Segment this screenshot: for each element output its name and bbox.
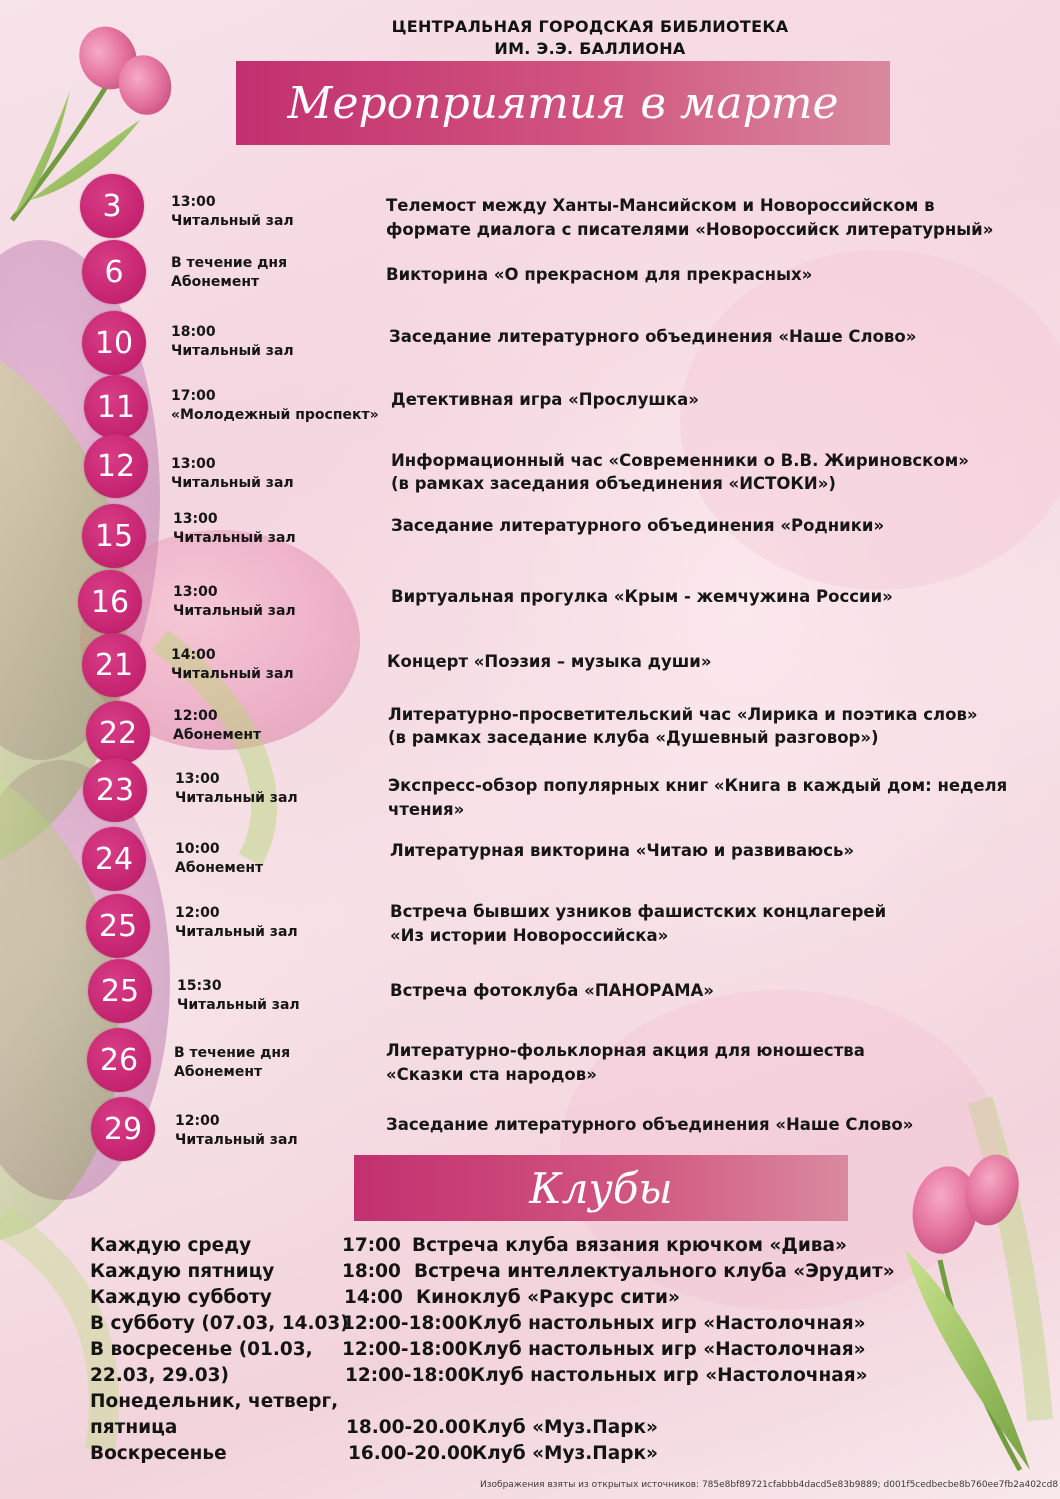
event-title-line2: (в рамках заседания объединения «ИСТОКИ») bbox=[391, 474, 836, 493]
club-row bbox=[90, 1417, 930, 1443]
date-badge: 15 bbox=[82, 504, 146, 568]
event-place: Абонемент bbox=[174, 1064, 263, 1080]
event-title-line1: Викторина «О прекрасном для прекрасных» bbox=[386, 265, 813, 284]
event-time: 12:00 bbox=[175, 905, 220, 921]
event-title-line1: Заседание литературного объединения «Наше Слово» bbox=[386, 1115, 914, 1134]
club-name: Клуб настольных игр «Настолочная» bbox=[468, 1313, 866, 1334]
club-time: 18:00 bbox=[342, 1261, 401, 1282]
date-badge: 25 bbox=[86, 894, 150, 958]
event-row bbox=[0, 959, 1060, 1021]
event-title-line1: Телемост между Ханты-Мансийском и Новороссийском в bbox=[386, 196, 935, 215]
event-title-line1: Литературно-просветительский час «Лирика и поэтика слов» bbox=[388, 705, 978, 724]
event-title-line1: Заседание литературного объединения «Наше Слово» bbox=[389, 327, 917, 346]
club-name: Встреча интеллектуального клуба «Эрудит» bbox=[414, 1261, 895, 1282]
club-name: Клуб настольных игр «Настолочная» bbox=[470, 1365, 868, 1386]
event-row bbox=[0, 1028, 1060, 1090]
event-time: 14:00 bbox=[171, 647, 216, 663]
image-credits: Изображения взяты из открытых источников: 785e8bf89721cfabbb4dacd5e83b9889; d001f5cedbecbe8b760ee7fb2a402cd8 bbox=[480, 1480, 1059, 1490]
club-time: 12:00-18:00 bbox=[345, 1365, 471, 1386]
club-row bbox=[90, 1391, 930, 1417]
club-when: Каждую среду bbox=[90, 1235, 252, 1256]
event-time: 18:00 bbox=[171, 324, 216, 340]
club-name: Встреча клуба вязания крючком «Дива» bbox=[412, 1235, 847, 1256]
event-place: Читальный зал bbox=[171, 666, 294, 682]
event-row bbox=[0, 1097, 1060, 1159]
date-badge: 11 bbox=[84, 375, 148, 439]
event-time: 13:00 bbox=[175, 771, 220, 787]
event-time: 12:00 bbox=[173, 708, 218, 724]
club-name: Киноклуб «Ракурс сити» bbox=[416, 1287, 680, 1308]
event-row bbox=[0, 758, 1060, 820]
event-place: Читальный зал bbox=[175, 924, 298, 940]
event-title-line2: чтения» bbox=[388, 800, 465, 819]
club-when: Каждую пятницу bbox=[90, 1261, 275, 1282]
club-time: 17:00 bbox=[342, 1235, 401, 1256]
date-badge: 16 bbox=[78, 570, 142, 634]
event-row bbox=[0, 570, 1060, 632]
club-when: 22.03, 29.03) bbox=[90, 1365, 229, 1386]
club-name: Клуб «Муз.Парк» bbox=[472, 1443, 659, 1464]
event-time: 17:00 bbox=[171, 388, 216, 404]
event-place: Абонемент bbox=[175, 860, 264, 876]
library-name-line1: ЦЕНТРАЛЬНАЯ ГОРОДСКАЯ БИБЛИОТЕКА bbox=[391, 17, 789, 36]
club-when: Каждую субботу bbox=[90, 1287, 272, 1308]
event-row bbox=[0, 311, 1060, 373]
club-when: В восресенье (01.03, bbox=[90, 1339, 313, 1360]
event-place: Абонемент bbox=[171, 274, 260, 290]
club-when: В субботу (07.03, 14.03) bbox=[90, 1313, 349, 1334]
event-title-line2: формате диалога с писателями «Новороссийск литературный» bbox=[386, 220, 994, 239]
date-badge: 21 bbox=[82, 633, 146, 697]
event-time: 13:00 bbox=[171, 456, 216, 472]
event-place: Читальный зал bbox=[175, 1132, 298, 1148]
event-place: Читальный зал bbox=[177, 997, 300, 1013]
club-row bbox=[90, 1365, 930, 1391]
event-time: В течение дня bbox=[174, 1045, 291, 1061]
event-title-line1: Виртуальная прогулка «Крым - жемчужина России» bbox=[391, 587, 893, 606]
event-place: «Молодежный проспект» bbox=[171, 407, 379, 423]
date-badge: 29 bbox=[91, 1097, 155, 1161]
event-place: Читальный зал bbox=[175, 790, 298, 806]
date-badge: 6 bbox=[82, 240, 146, 304]
club-time: 14:00 bbox=[344, 1287, 403, 1308]
clubs-list bbox=[90, 1235, 930, 1469]
club-row bbox=[90, 1235, 930, 1261]
event-row bbox=[0, 894, 1060, 956]
event-title-line2: «Из истории Новороссийска» bbox=[390, 926, 669, 945]
event-place: Абонемент bbox=[173, 727, 262, 743]
event-title-line1: Информационный час «Современники о В.В. Жириновском» bbox=[391, 451, 969, 470]
event-title-line2: «Сказки ста народов» bbox=[386, 1065, 597, 1084]
date-badge: 3 bbox=[80, 174, 144, 238]
library-name-line2: ИМ. Э.Э. БАЛЛИОНА bbox=[494, 39, 686, 58]
club-when: пятница bbox=[90, 1417, 178, 1438]
club-time: 12:00-18:00 bbox=[342, 1339, 468, 1360]
club-time: 18.00-20.00 bbox=[346, 1417, 471, 1438]
date-badge: 26 bbox=[87, 1028, 151, 1092]
event-time: 10:00 bbox=[175, 841, 220, 857]
clubs-title: Клубы bbox=[354, 1155, 848, 1221]
date-badge: 22 bbox=[86, 701, 150, 765]
club-time: 16.00-20.00 bbox=[348, 1443, 473, 1464]
event-row bbox=[0, 701, 1060, 763]
event-place: Читальный зал bbox=[171, 343, 294, 359]
club-when: Понедельник, четверг, bbox=[90, 1391, 339, 1412]
event-place: Читальный зал bbox=[173, 603, 296, 619]
event-row bbox=[0, 174, 1060, 239]
date-badge: 10 bbox=[82, 311, 146, 375]
event-place: Читальный зал bbox=[171, 475, 294, 491]
event-time: 13:00 bbox=[173, 511, 218, 527]
event-title-line2: (в рамках заседание клуба «Душевный разговор») bbox=[388, 728, 879, 747]
event-row bbox=[0, 827, 1060, 889]
event-time: 12:00 bbox=[175, 1113, 220, 1129]
event-title-line1: Встреча бывших узников фашистских концлагерей bbox=[390, 902, 887, 921]
event-title-line1: Литературно-фольклорная акция для юношества bbox=[386, 1041, 865, 1060]
event-time: 13:00 bbox=[173, 584, 218, 600]
club-row bbox=[90, 1261, 930, 1287]
event-row bbox=[0, 240, 1060, 302]
club-name: Клуб настольных игр «Настолочная» bbox=[468, 1339, 866, 1360]
event-time: 15:30 bbox=[177, 978, 222, 994]
date-badge: 12 bbox=[84, 434, 148, 498]
club-time: 12:00-18:00 bbox=[342, 1313, 468, 1334]
event-title-line1: Экспресс-обзор популярных книг «Книга в каждый дом: неделя bbox=[388, 776, 1008, 795]
event-place: Читальный зал bbox=[173, 530, 296, 546]
club-row bbox=[90, 1287, 930, 1313]
event-row bbox=[0, 633, 1060, 695]
event-time: 13:00 bbox=[171, 194, 216, 210]
event-title-line1: Заседание литературного объединения «Родники» bbox=[391, 516, 885, 535]
club-row bbox=[90, 1443, 930, 1469]
date-badge: 25 bbox=[88, 959, 152, 1023]
page-title: Мероприятия в марте bbox=[236, 61, 890, 145]
event-time: В течение дня bbox=[171, 255, 288, 271]
event-row bbox=[0, 434, 1060, 496]
event-title-line1: Детективная игра «Прослушка» bbox=[391, 390, 699, 409]
event-row bbox=[0, 504, 1060, 566]
date-badge: 23 bbox=[83, 758, 147, 822]
club-when: Воскресенье bbox=[90, 1443, 227, 1464]
event-row bbox=[0, 375, 1060, 437]
event-place: Читальный зал bbox=[171, 213, 294, 229]
club-row bbox=[90, 1313, 930, 1339]
event-title-line1: Литературная викторина «Читаю и развиваюсь» bbox=[390, 841, 855, 860]
event-title-line1: Концерт «Поэзия – музыка души» bbox=[387, 652, 712, 671]
event-title-line1: Встреча фотоклуба «ПАНОРАМА» bbox=[390, 981, 714, 1000]
club-name: Клуб «Муз.Парк» bbox=[472, 1417, 659, 1438]
club-row bbox=[90, 1339, 930, 1365]
date-badge: 24 bbox=[82, 827, 146, 891]
